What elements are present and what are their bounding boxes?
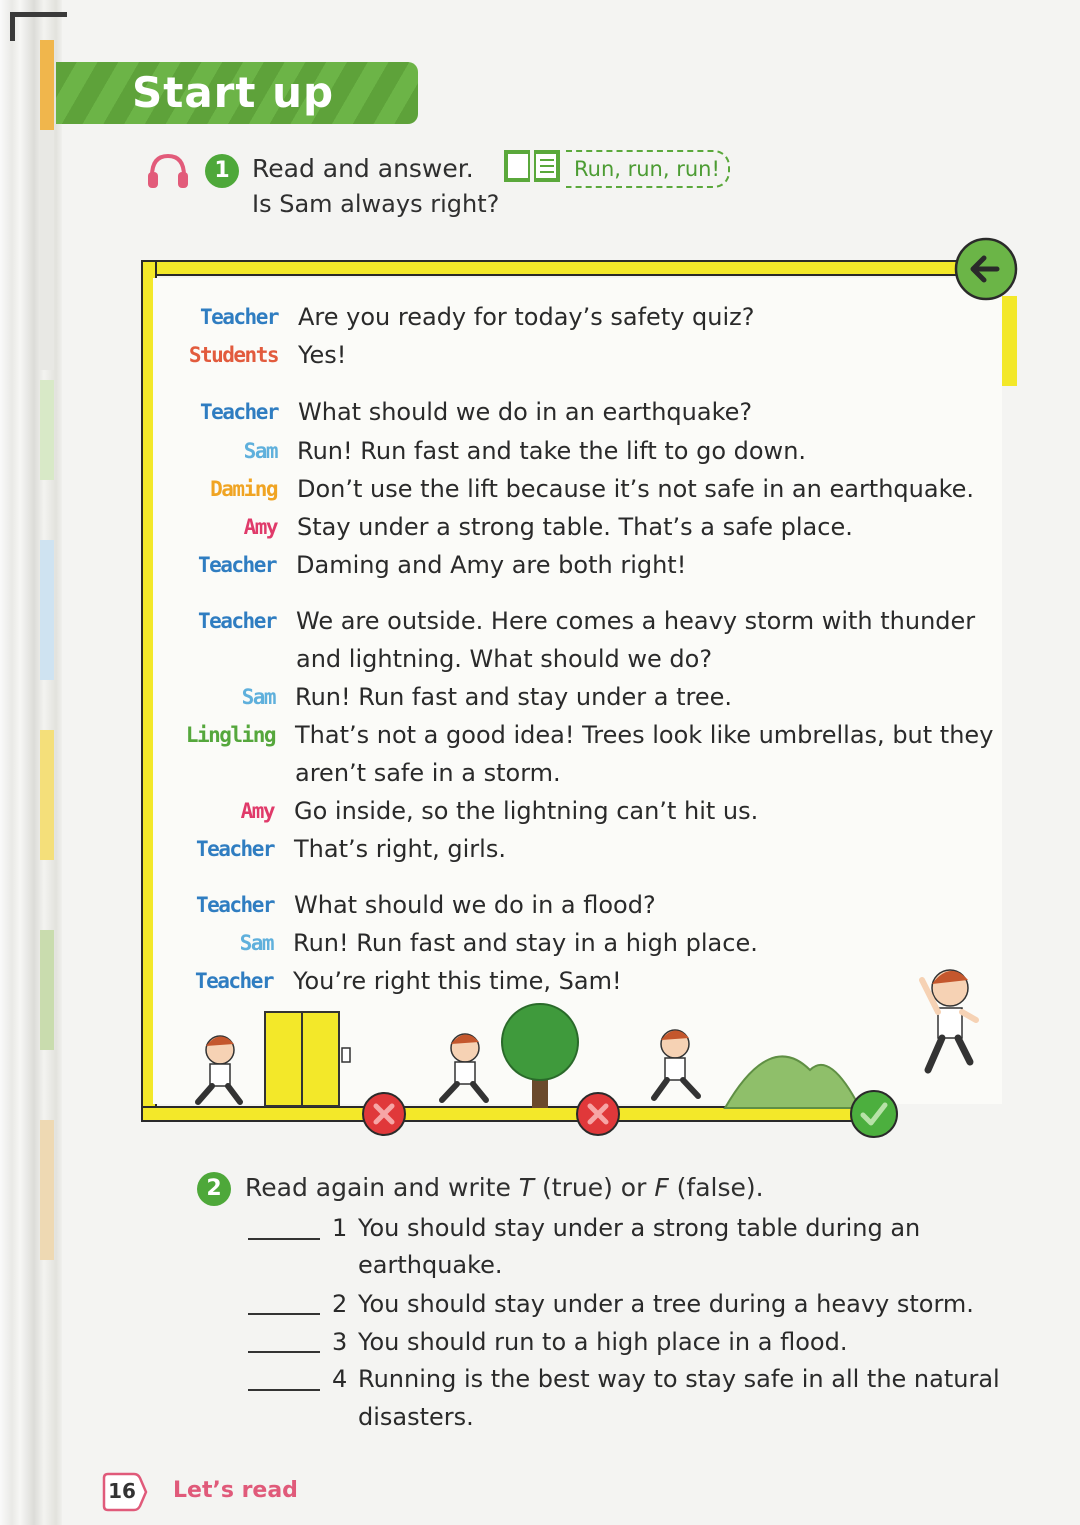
- speaker-name: Sam: [239, 931, 273, 955]
- running-boy-icon: [198, 1036, 240, 1102]
- answer-blank[interactable]: [248, 1238, 320, 1240]
- story-tag: Run, run, run!: [566, 150, 730, 188]
- lift-door-icon: [265, 1012, 350, 1106]
- spine-corner-mark: [10, 12, 67, 41]
- activity-1-question: Is Sam always right?: [252, 190, 500, 218]
- speaker-name: Teacher: [194, 969, 273, 993]
- dialogue-line: aren’t safe in a storm.: [295, 759, 561, 787]
- running-boy-icon: [654, 1030, 698, 1098]
- dialogue-line: That’s not a good idea! Trees look like umbrellas, but they: [295, 721, 994, 749]
- speaker-name: Teacher: [195, 837, 274, 861]
- true-gloss: (true) or: [534, 1173, 655, 1202]
- speaker-name: Sam: [243, 439, 277, 463]
- answer-blank[interactable]: [248, 1313, 320, 1315]
- back-arrow-icon[interactable]: [953, 236, 1019, 302]
- dialogue-line: That’s right, girls.: [294, 835, 506, 863]
- dialogue-line: You’re right this time, Sam!: [293, 967, 622, 995]
- question-number: 3: [332, 1328, 348, 1356]
- frame-right-stub: [1001, 296, 1017, 386]
- spine-strip: [40, 380, 54, 480]
- page-number: 16: [108, 1479, 136, 1503]
- running-boy-icon: [442, 1034, 486, 1100]
- question-text: You should stay under a tree during a heavy storm.: [358, 1290, 974, 1318]
- dialogue-line: Daming and Amy are both right!: [296, 551, 687, 579]
- question-text: You should run to a high place in a flood.: [358, 1328, 848, 1356]
- hill-icon: [725, 1056, 860, 1108]
- speaker-name: Amy: [240, 799, 274, 823]
- dialogue-line: Run! Run fast and stay in a high place.: [293, 929, 758, 957]
- false-letter: F: [654, 1173, 669, 1202]
- speaker-name: Sam: [241, 685, 275, 709]
- dialogue-line: Don’t use the lift because it’s not safe in an earthquake.: [297, 475, 975, 503]
- book-spine-edge: [0, 0, 62, 1525]
- speaker-name: Lingling: [185, 723, 275, 747]
- answer-blank[interactable]: [248, 1389, 320, 1391]
- speaker-name: Teacher: [195, 893, 274, 917]
- spine-strip: [40, 930, 54, 1050]
- question-number: 1: [332, 1214, 348, 1242]
- dialogue-line: Run! Run fast and take the lift to go down.: [297, 437, 807, 465]
- wrong-cross-icon: [575, 1091, 621, 1137]
- dialogue-line: Yes!: [298, 341, 347, 369]
- spine-strip: [40, 540, 54, 680]
- dialogue-line: Run! Run fast and stay under a tree.: [295, 683, 733, 711]
- tree-icon: [502, 1004, 578, 1108]
- section-label: Let’s read: [173, 1478, 298, 1503]
- correct-check-icon: [849, 1089, 899, 1139]
- speaker-name: Teacher: [199, 305, 278, 329]
- open-book-icon: [502, 146, 562, 184]
- spine-strip: [40, 730, 54, 860]
- speaker-name: Students: [188, 343, 278, 367]
- dialogue-line: We are outside. Here comes a heavy storm with thunder: [296, 607, 976, 635]
- question-number: 4: [332, 1365, 348, 1393]
- speaker-name: Amy: [243, 515, 277, 539]
- question-number: 2: [332, 1290, 348, 1318]
- instruction-text: Read again and write: [245, 1173, 519, 1202]
- dialogue-line: What should we do in an earthquake?: [298, 398, 753, 426]
- headphones-icon[interactable]: [146, 152, 190, 190]
- dialogue-line: What should we do in a flood?: [294, 891, 656, 919]
- dialogue-line: and lightning. What should we do?: [296, 645, 713, 673]
- activity-2-instruction: [245, 1173, 764, 1202]
- activity-number-2: 2: [197, 1172, 231, 1206]
- dialogue-line: Are you ready for today’s safety quiz?: [298, 303, 755, 331]
- question-text: You should stay under a strong table during an: [358, 1214, 921, 1242]
- dialogue-line: Go inside, so the lightning can’t hit us.: [294, 797, 759, 825]
- spine-strip: [40, 40, 54, 130]
- speaker-name: Teacher: [197, 553, 276, 577]
- speaker-name: Daming: [210, 477, 277, 501]
- activity-number-1: 1: [205, 154, 239, 188]
- question-text: earthquake.: [358, 1251, 503, 1279]
- question-text: Running is the best way to stay safe in all the natural: [358, 1365, 1000, 1393]
- dialogue-line: Stay under a strong table. That’s a safe place.: [297, 513, 853, 541]
- question-text: disasters.: [358, 1403, 474, 1431]
- true-letter: T: [518, 1173, 535, 1202]
- speaker-name: Teacher: [197, 609, 276, 633]
- speaker-name: Teacher: [199, 400, 278, 424]
- answer-blank[interactable]: [248, 1351, 320, 1353]
- spine-strip: [40, 130, 54, 370]
- frame-top-bar: [141, 260, 959, 276]
- false-gloss: (false).: [668, 1173, 764, 1202]
- jumping-boy-icon: [922, 970, 976, 1070]
- wrong-cross-icon: [361, 1091, 407, 1137]
- spine-strip: [40, 1120, 54, 1260]
- section-title: Start up: [132, 68, 335, 117]
- activity-1-instruction: Read and answer.: [252, 154, 474, 183]
